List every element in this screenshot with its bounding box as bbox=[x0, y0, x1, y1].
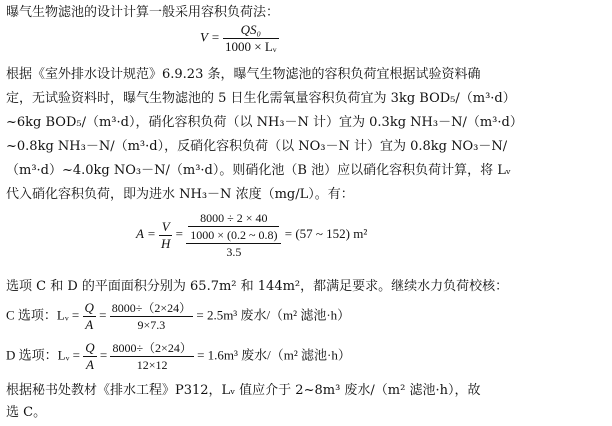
formula-volume bbox=[200, 22, 279, 55]
formula-option-c-a: A bbox=[83, 316, 96, 333]
paragraph-line-7: 选项 C 和 D 的平面面积分别为 65.7m² 和 144m²，都满足要求。继续水力负荷校核： bbox=[6, 279, 509, 294]
formula-option-d-prefix: D 选项：Lᵥ = bbox=[6, 347, 80, 363]
formula-option-c-denominator: 9×7.3 bbox=[110, 316, 193, 333]
formula-area-compound-denominator: 3.5 bbox=[186, 243, 281, 260]
formula-option-c bbox=[6, 300, 350, 333]
formula-area-fraction-v-over-h bbox=[159, 219, 172, 252]
formula-option-d-q-over-a bbox=[83, 340, 96, 373]
formula-area-compound-numerator bbox=[186, 210, 281, 243]
formula-area-h: H bbox=[160, 235, 171, 251]
formula-volume-fraction bbox=[223, 22, 279, 55]
paragraph-line-1: 根据《室外排水设计规范》6.9.23 条，曝气生物滤池的容积负荷宜根据试验资料确 bbox=[6, 67, 481, 82]
formula-area-inner-numerator: 8000 ÷ 2 × 40 bbox=[200, 211, 268, 225]
paragraph-line-5: （m³·d）~4.0kg NO₃－N/（m³·d）。则硝化池（B 池）应以硝化容积负荷计算，将 Lᵥ bbox=[6, 163, 511, 178]
formula-option-c-q-over-a bbox=[83, 300, 96, 333]
paragraph-line-9: 选 C。 bbox=[6, 405, 47, 420]
formula-area-compound-fraction bbox=[186, 210, 281, 260]
formula-option-d-q: Q bbox=[85, 340, 95, 355]
formula-volume-lhs: V = bbox=[200, 29, 220, 45]
formula-area-inner-fraction bbox=[188, 210, 279, 243]
formula-volume-denominator: 1000 × Lᵥ bbox=[224, 39, 277, 54]
formula-area bbox=[136, 210, 367, 260]
formula-option-d-denominator: 12×12 bbox=[110, 356, 193, 373]
paragraph-line-2: 定，无试验资料时，曝气生物滤池的 5 日生化需氧量容积负荷宜为 3kg BOD₅/（m³·d） bbox=[6, 91, 516, 106]
formula-option-d-equals: = bbox=[99, 347, 108, 363]
formula-option-c-prefix: C 选项：Lᵥ = bbox=[6, 307, 80, 323]
formula-area-equals: = bbox=[175, 225, 183, 241]
formula-volume-numerator: QS₀ bbox=[240, 22, 261, 37]
formula-option-d-a: A bbox=[83, 356, 96, 373]
formula-option-c-result: = 2.5m³ 废水/（m² 滤池·h） bbox=[196, 307, 351, 323]
formula-area-inner-denominator: 1000 × (0.2 ~ 0.8) bbox=[190, 228, 278, 242]
paragraph-line-4: ~0.8kg NH₃－N/（m³·d），反硝化容积负荷（以 NO₃－N 计）宜为 0.8kg NO₃－N/ bbox=[6, 139, 508, 154]
paragraph-line-3: ~6kg BOD₅/（m³·d），硝化容积负荷（以 NH₃－N 计）宜为 0.3kg NH₃－N/（m³·d） bbox=[6, 115, 523, 130]
formula-area-result: = (57 ~ 152) m² bbox=[284, 225, 368, 241]
formula-option-c-numerator: 8000÷（2×24） bbox=[111, 301, 192, 315]
intro-line: 曝气生物滤池的设计计算一般采用容积负荷法： bbox=[6, 5, 280, 20]
paragraph-line-6: 代入硝化容积负荷，即为进水 NH₃－N 浓度（mg/L）。有： bbox=[6, 187, 354, 202]
formula-option-d-numerator: 8000÷（2×24） bbox=[112, 341, 192, 355]
formula-option-c-q: Q bbox=[84, 300, 94, 315]
formula-area-v: V bbox=[161, 218, 170, 234]
formula-option-c-fraction bbox=[110, 300, 193, 333]
formula-option-d bbox=[6, 340, 351, 373]
formula-option-c-equals: = bbox=[99, 307, 107, 323]
formula-option-d-fraction bbox=[110, 340, 193, 373]
formula-area-lhs: A = bbox=[136, 225, 156, 241]
paragraph-line-8: 根据秘书处教材《排水工程》P312，Lᵥ 值应介于 2~8m³ 废水/（m² 滤池·h），故 bbox=[6, 383, 481, 398]
formula-option-d-result: = 1.6m³ 废水/（m² 滤池·h） bbox=[197, 347, 351, 363]
